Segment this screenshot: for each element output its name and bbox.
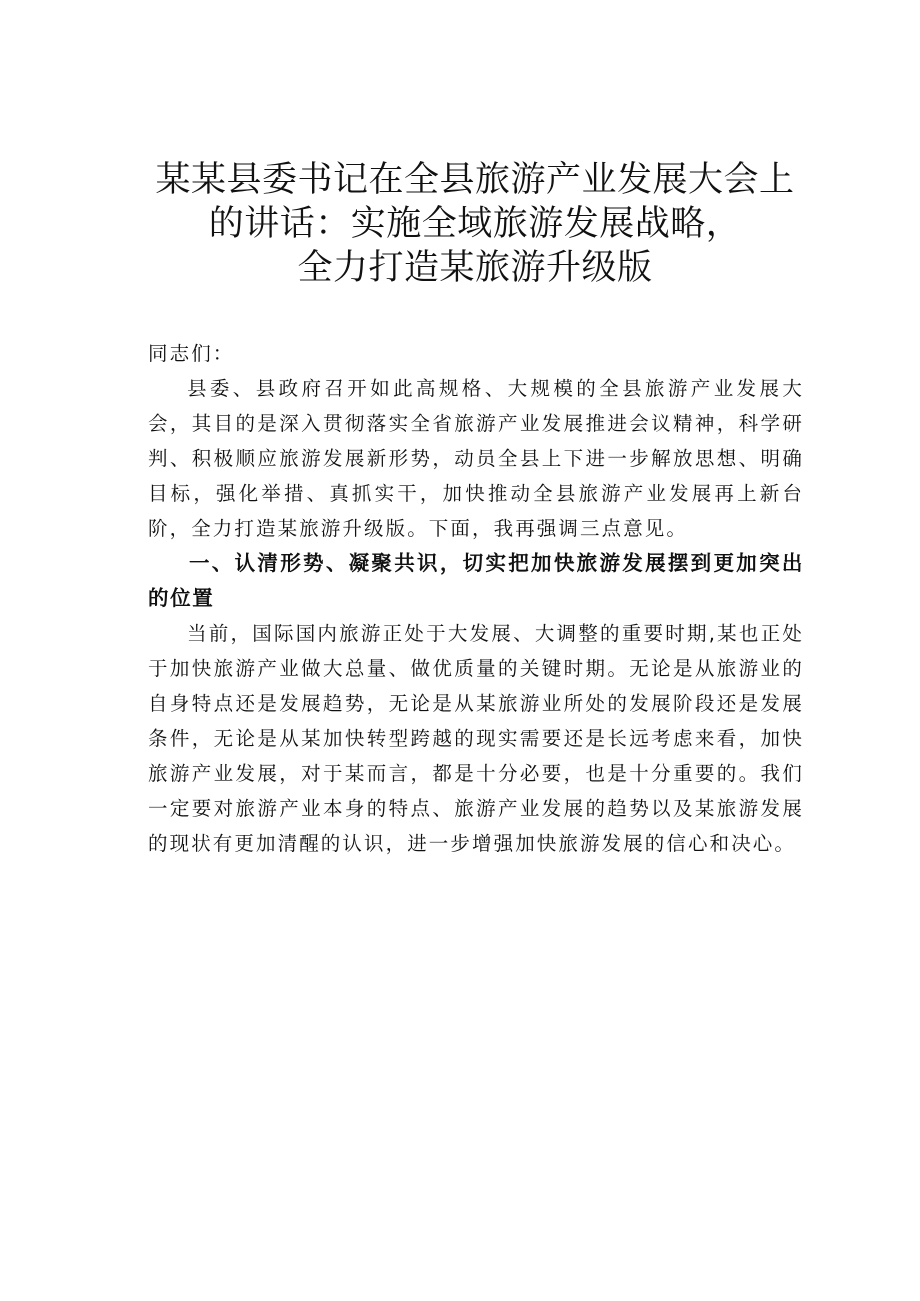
section-1-paragraph: 当前，国际国内旅游正处于大发展、大调整的重要时期,某也正处于加快旅游产业做大总量、做优质量的关键时期。无论是从旅游业的自身特点还是发展趋势，无论是从某旅游业所处的发展阶段还是发展条件，无论是从某加快转型跨越的现实需要还是长远考虑来看，加快旅游产业发展，对于某而言，都是十分必要，也是十分重要的。我们一定要对旅游产业本身的特点、旅游产业发展的趋势以及某旅游发展的现状有更加清醒的认识，进一步增强加快旅游发展的信心和决心。 [148,622,804,855]
title-line-1: 某某县委书记在全县旅游产业发展大会上 [155,160,795,200]
document-body [148,336,804,861]
intro-paragraph: 县委、县政府召开如此高规格、大规模的全县旅游产业发展大会，其目的是深入贯彻落实全省旅游产业发展推进会议精神，科学研判、积极顺应旅游发展新形势，动员全县上下进一步解放思想、明确目标，强化举措、真抓实干，加快推动全县旅游产业发展再上新台阶，全力打造某旅游升级版。下面，我再强调三点意见。 [148,377,804,540]
title-line-3: 全力打造某旅游升级版 [297,248,653,288]
salutation: 同志们： [148,342,235,365]
title-line-2: 的讲话：实施全域旅游发展战略， [208,204,742,244]
document-title [150,158,800,290]
section-heading-1: 一、认清形势、凝聚共识，切实把加快旅游发展摆到更加突出的位置 [148,551,804,610]
